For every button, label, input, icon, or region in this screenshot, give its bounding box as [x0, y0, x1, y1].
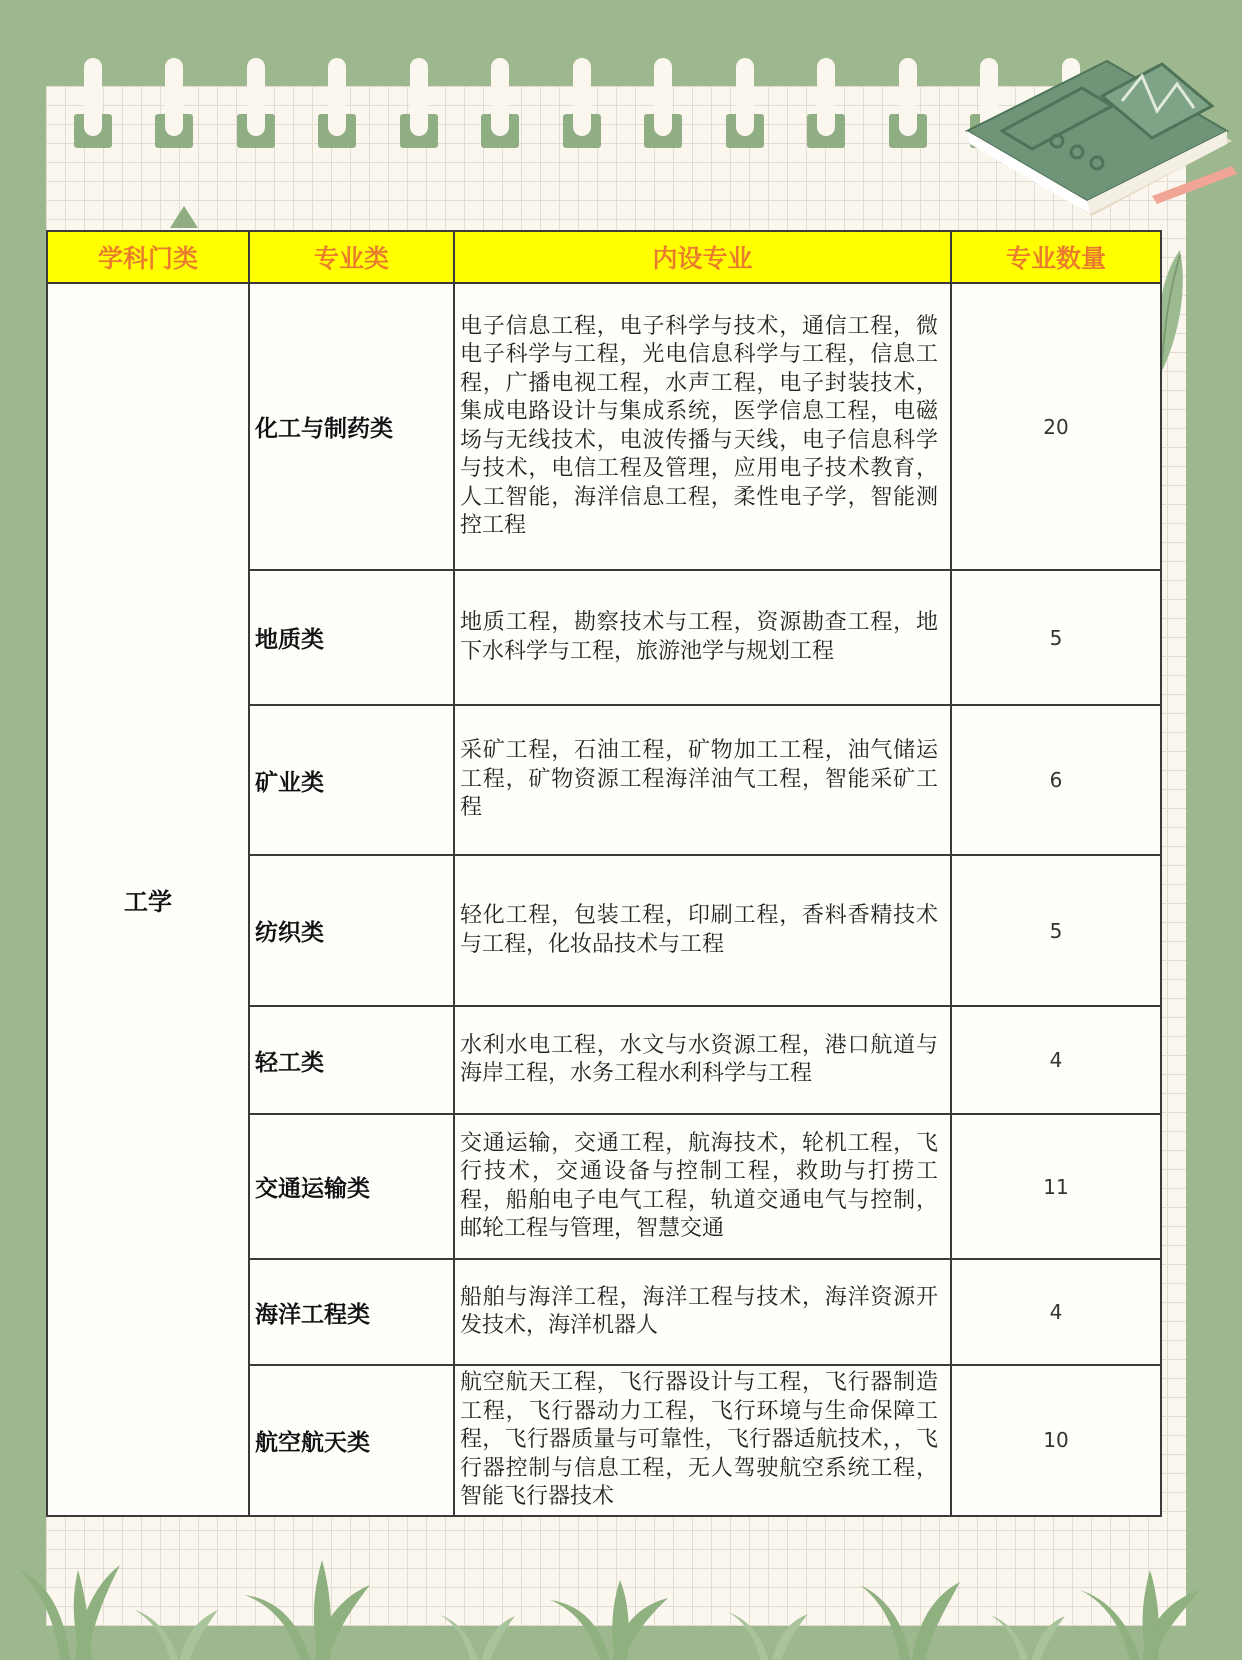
category-cell: 航空航天类	[249, 1365, 454, 1516]
count-cell: 20	[951, 283, 1161, 570]
count-cell: 6	[951, 705, 1161, 855]
header-discipline: 学科门类	[47, 231, 249, 283]
majors-cell: 水利水电工程，水文与水资源工程，港口航道与海岸工程，水务工程水利科学与工程	[454, 1006, 951, 1114]
count-cell: 11	[951, 1114, 1161, 1259]
category-cell: 交通运输类	[249, 1114, 454, 1259]
count-cell: 5	[951, 855, 1161, 1006]
count-cell: 5	[951, 570, 1161, 705]
category-cell: 化工与制药类	[249, 283, 454, 570]
header-majors: 内设专业	[454, 231, 951, 283]
majors-cell: 轻化工程，包装工程，印刷工程，香料香精技术与工程，化妆品技术与工程	[454, 855, 951, 1006]
header-category: 专业类	[249, 231, 454, 283]
discipline-cell: 工学	[47, 283, 249, 1516]
category-cell: 矿业类	[249, 705, 454, 855]
category-cell: 纺织类	[249, 855, 454, 1006]
majors-cell: 地质工程，勘察技术与工程，资源勘查工程，地下水科学与工程，旅游池学与规划工程	[454, 570, 951, 705]
table-header-row	[47, 231, 1161, 283]
count-cell: 4	[951, 1259, 1161, 1365]
triangle-decoration	[170, 206, 198, 228]
majors-cell: 航空航天工程，飞行器设计与工程，飞行器制造工程，飞行器动力工程，飞行环境与生命保障工程，飞行器质量与可靠性，飞行器适航技术，，飞行器控制与信息工程，无人驾驶航空系统工程，智能飞行器技术	[454, 1365, 951, 1516]
majors-cell: 采矿工程，石油工程，矿物加工工程，油气储运工程，矿物资源工程海洋油气工程，智能采矿工程	[454, 705, 951, 855]
table-row	[47, 283, 1161, 570]
category-cell: 地质类	[249, 570, 454, 705]
count-cell: 10	[951, 1365, 1161, 1516]
majors-cell: 交通运输，交通工程，航海技术，轮机工程，飞行技术，交通设备与控制工程，救助与打捞工程，船舶电子电气工程，轨道交通电气与控制，邮轮工程与管理，智慧交通	[454, 1114, 951, 1259]
category-cell: 海洋工程类	[249, 1259, 454, 1365]
major-table	[46, 230, 1162, 1517]
grass-decoration	[0, 1510, 1242, 1660]
majors-cell: 电子信息工程，电子科学与技术，通信工程，微电子科学与工程，光电信息科学与工程，信息工程，广播电视工程，水声工程，电子封装技术，集成电路设计与集成系统，医学信息工程，电磁场与无线技术，电波传播与天线，电子信息科学与技术，电信工程及管理，应用电子技术教育，人工智能，海洋信息工程，柔性电子学，智能测控工程	[454, 283, 951, 570]
count-cell: 4	[951, 1006, 1161, 1114]
category-cell: 轻工类	[249, 1006, 454, 1114]
book-icon	[962, 46, 1242, 236]
majors-cell: 船舶与海洋工程，海洋工程与技术，海洋资源开发技术，海洋机器人	[454, 1259, 951, 1365]
header-count: 专业数量	[951, 231, 1161, 283]
